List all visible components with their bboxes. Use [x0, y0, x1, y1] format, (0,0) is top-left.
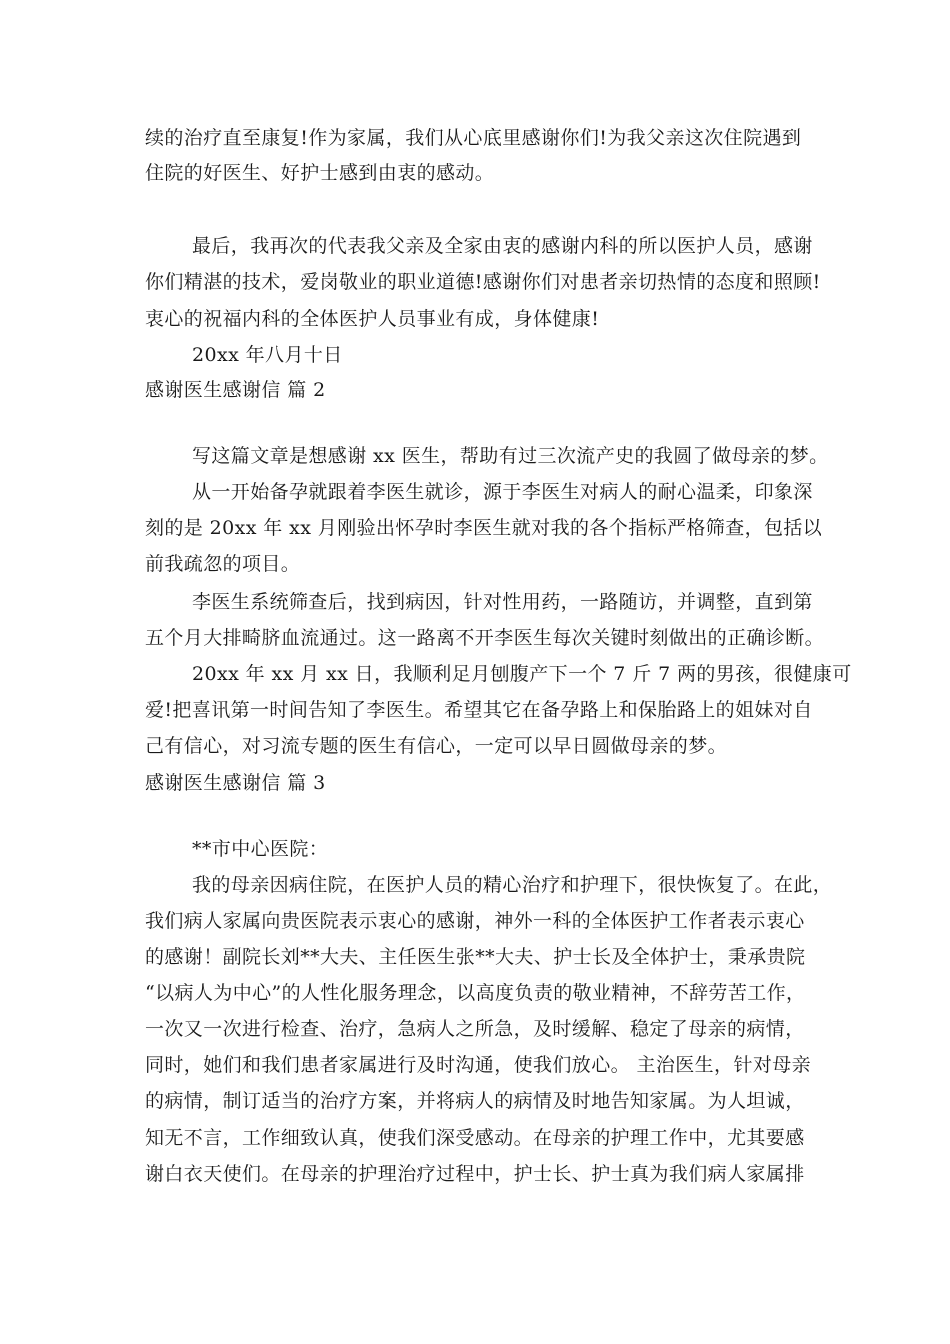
paragraph-line: 从一开始备孕就跟着李医生就诊，源于李医生对病人的耐心温柔，印象深	[192, 481, 813, 503]
paragraph-line: 我们病人家属向贵医院表示衷心的感谢，神外一科的全体医护工作者表示衷心	[145, 910, 805, 932]
paragraph-line: “以病人为中心”的人性化服务理念，以高度负责的敬业精神，不辞劳苦工作，	[145, 982, 806, 1004]
paragraph-line: 我的母亲因病住院，在医护人员的精心治疗和护理下，很快恢复了。在此，	[192, 874, 833, 896]
paragraph-line: 一次又一次进行检查、治疗，急病人之所急，及时缓解、稳定了母亲的病情，	[145, 1018, 805, 1040]
paragraph-line: 20xx 年 xx 月 xx 日，我顺利足月刨腹产下一个 7 斤 7 两的男孩，很健康可	[192, 663, 852, 685]
paragraph-line: 前我疏忽的项目。	[145, 553, 301, 575]
letter-salutation: **市中心医院：	[192, 838, 329, 860]
paragraph-line: 写这篇文章是想感谢 xx 医生，帮助有过三次流产史的我圆了做母亲的梦。	[192, 445, 829, 467]
paragraph-line: 同时，她们和我们患者家属进行及时沟通，使我们放心。 主治医生，针对母亲	[145, 1054, 812, 1076]
paragraph-line: 爱!把喜讯第一时间告知了李医生。希望其它在备孕路上和保胎路上的姐妹对自	[145, 699, 813, 721]
paragraph-line: 的病情，制订适当的治疗方案，并将病人的病情及时地告知家属。为人坦诚，	[145, 1090, 805, 1112]
paragraph-line: 衷心的祝福内科的全体医护人员事业有成，身体健康!	[145, 308, 600, 330]
paragraph-line: 李医生系统筛查后，找到病因，针对性用药，一路随访，并调整，直到第	[192, 591, 813, 613]
paragraph-line: 住院的好医生、好护士感到由衷的感动。	[145, 162, 495, 184]
paragraph-line: 续的治疗直至康复!作为家属，我们从心底里感谢你们!为我父亲这次住院遇到	[145, 127, 802, 149]
paragraph-line: 己有信心，对习流专题的医生有信心，一定可以早日圆做母亲的梦。	[145, 735, 728, 757]
paragraph-line: 刻的是 20xx 年 xx 月刚验出怀孕时李医生就对我的各个指标严格筛查，包括以	[145, 517, 823, 539]
paragraph-line: 最后，我再次的代表我父亲及全家由衷的感谢内科的所以医护人员，感谢	[192, 235, 813, 257]
paragraph-line: 五个月大排畸脐血流通过。这一路离不开李医生每次关键时刻做出的正确诊断。	[145, 627, 825, 649]
paragraph-line: 知无不言，工作细致认真，使我们深受感动。在母亲的护理工作中，尤其要感	[145, 1127, 805, 1149]
paragraph-line: 的感谢！副院长刘**大夫、主任医生张**大夫、护士长及全体护士，秉承贵院	[145, 946, 806, 968]
letter-date: 20xx 年八月十日	[192, 344, 343, 366]
paragraph-line: 你们精湛的技术，爱岗敬业的职业道德!感谢你们对患者亲切热情的态度和照顾!	[145, 271, 821, 293]
paragraph-line: 谢白衣天使们。在母亲的护理治疗过程中，护士长、护士真为我们病人家属排	[145, 1163, 805, 1185]
section-heading: 感谢医生感谢信 篇 3	[145, 772, 326, 794]
section-heading: 感谢医生感谢信 篇 2	[145, 379, 326, 401]
